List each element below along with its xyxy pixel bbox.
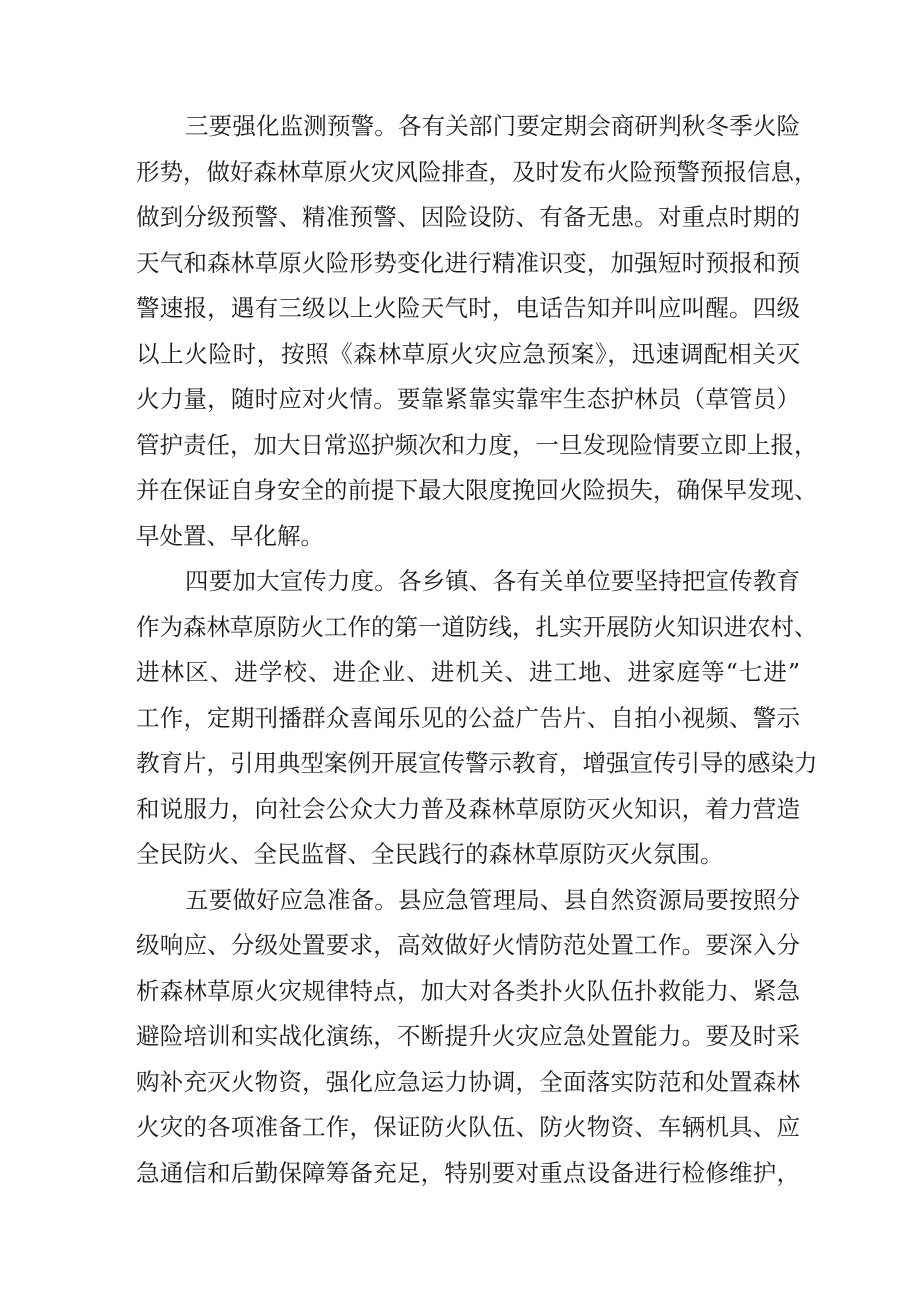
text-line: 三要强化监测预警。各有关部门要定期会商研判秋冬季火险 xyxy=(185,112,800,140)
paragraph-monitoring-warning xyxy=(136,104,818,559)
text-line: 作为森林草原防火工作的第一道防线，扎实开展防火知识进农村、 xyxy=(136,612,818,641)
text-line: 做到分级预警、精准预警、因险设防、有备无患。对重点时期的 xyxy=(136,203,800,231)
text-line: 教育片，引用典型案例开展宣传警示教育，增强宣传引导的感染力 xyxy=(136,749,818,777)
text-line: 以上火险时，按照《森林草原火灾应急预案》，迅速调配相关灭 xyxy=(136,339,800,368)
text-line: 天气和森林草原火险形势变化进行精准识变，加强短时预报和预 xyxy=(136,248,800,277)
text-line: 级响应、分级处置要求，高效做好火情防范处置工作。要深入分 xyxy=(136,931,800,959)
text-line: 火灾的各项准备工作，保证防火队伍、防火物资、车辆机具、应 xyxy=(136,1113,800,1141)
text-line: 管护责任，加大日常巡护频次和力度，一旦发现险情要立即上报， xyxy=(136,430,818,459)
text-line: 避险培训和实战化演练，不断提升火灾应急处置能力。要及时采 xyxy=(136,1022,800,1050)
text-line: 全民防火、全民监督、全民践行的森林草原防灭火氛围。 xyxy=(136,840,724,868)
document-body xyxy=(136,104,818,1196)
text-line: 析森林草原火灾规律特点，加大对各类扑火队伍扑救能力、紧急 xyxy=(136,976,800,1005)
text-line: 五要做好应急准备。县应急管理局、县自然资源局要按照分 xyxy=(185,885,800,914)
text-line: 急通信和后勤保障筹备充足，特别要对重点设备进行检修维护， xyxy=(136,1158,800,1187)
text-line: 进林区、进学校、进企业、进机关、进工地、进家庭等“七进” xyxy=(136,658,800,686)
text-line: 警速报，遇有三级以上火险天气时，电话告知并叫应叫醒。四级 xyxy=(136,294,800,322)
text-line: 早处置、早化解。 xyxy=(136,521,324,550)
paragraph-emergency-preparation xyxy=(136,878,800,1197)
text-line: 和说服力，向社会公众大力普及森林草原防灭火知识，着力营造 xyxy=(136,794,800,823)
text-line: 四要加大宣传力度。各乡镇、各有关单位要坚持把宣传教育 xyxy=(185,567,800,595)
text-line: 火力量，随时应对火情。要靠紧靠实靠牢生态护林员（草管员） xyxy=(136,385,800,413)
text-line: 并在保证自身安全的前提下最大限度挽回火险损失，确保早发现、 xyxy=(136,476,818,504)
text-line: 形势，做好森林草原火灾风险排查，及时发布火险预警预报信息， xyxy=(136,157,818,186)
text-line: 购补充灭火物资，强化应急运力协调，全面落实防范和处置森林 xyxy=(136,1067,800,1096)
paragraph-publicity xyxy=(136,559,818,878)
text-line: 工作，定期刊播群众喜闻乐见的公益广告片、自拍小视频、警示 xyxy=(136,703,800,732)
